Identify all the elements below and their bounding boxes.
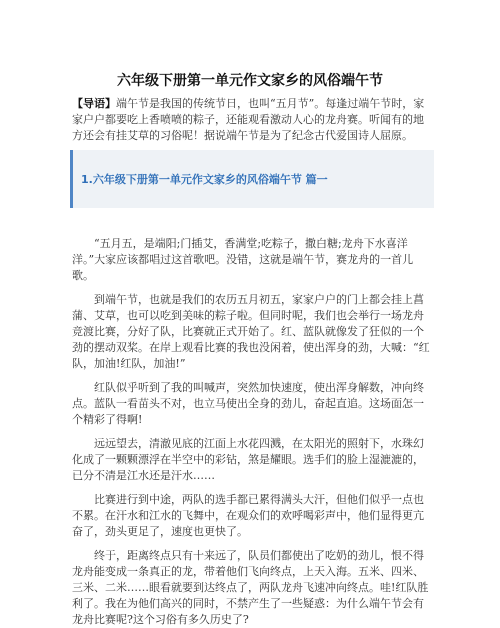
section-heading-box — [70, 150, 434, 208]
paragraph-5: 比赛进行到中途，两队的选手都已累得满头大汗，但他们似乎一点也不累。在汗水和江水的飞舞中，在观众们的欢呼喝彩声中，他们显得更亢奋了，劲头更足了，速度也更快了。 — [72, 493, 424, 538]
page-title: 六年级下册第一单元作文家乡的风俗端午节 — [117, 73, 383, 89]
lead-text: 端午节是我国的传统节日，也叫“五月节”。每逢过端午节时，家家户户都要吃上香喷喷的粽子，还能观看激动人心的龙舟赛。听闻有的地方还会有挂艾草的习俗呢！据说端午节是为了纪念古代爱国诗人屈原。 — [72, 97, 425, 142]
paragraph-1: “五月五，是端阳;门插艾，香满堂;吃粽子，撒白糖;龙舟下水喜洋洋。”大家应该都唱过这首歌吧。没错，这就是端午节，赛龙舟的一首儿歌。 — [72, 237, 414, 282]
lead-paragraph — [72, 96, 432, 144]
paragraph-6: 终于，距离终点只有十来远了，队员们都使出了吃奶的劲儿，恨不得龙舟能变成一条真正的龙，带着他们飞向终点，上天入海。五米、四米、三米、二米……眼看就要到达终点了，两队龙舟飞速冲向终点。哇!红队胜利了。我在为他们高兴的同时，不禁产生了一些疑惑：为什么端午节会有龙舟比赛呢?这个习俗有多久历史了? — [72, 549, 429, 626]
section-title: 1.六年级下册第一单元作文家乡的风俗端午节 篇一 — [81, 173, 328, 186]
lead-tag: 【导语】 — [72, 97, 116, 110]
paragraph-3: 红队似乎听到了我的叫喊声，突然加快速度，使出浑身解数，冲向终点。蓝队一看苗头不对，也立马使出全身的劲儿，奋起直追。这场面怎一个精彩了得啊! — [72, 381, 424, 426]
paragraph-4: 远远望去，清澈见底的江面上水花四溅，在太阳光的照射下，水珠幻化成了一颗颗漂浮在半空中的彩钻，煞是耀眼。选手们的脸上湿漉漉的，已分不清是江水还是汗水…… — [72, 437, 424, 482]
paragraph-2: 到端午节，也就是我们的农历五月初五，家家户户的门上都会挂上菖蒲、艾草，也可以吃到美味的粽子啦。但同时呢，我们也会举行一场龙舟竞渡比赛，分好了队，比赛就正式开始了。红、蓝队就像发了狂似的一个劲的摆动双桨。在岸上观看比赛的我也没闲着，使出浑身的劲，大喊：“红队，加油!红队，加油!” — [72, 293, 430, 370]
